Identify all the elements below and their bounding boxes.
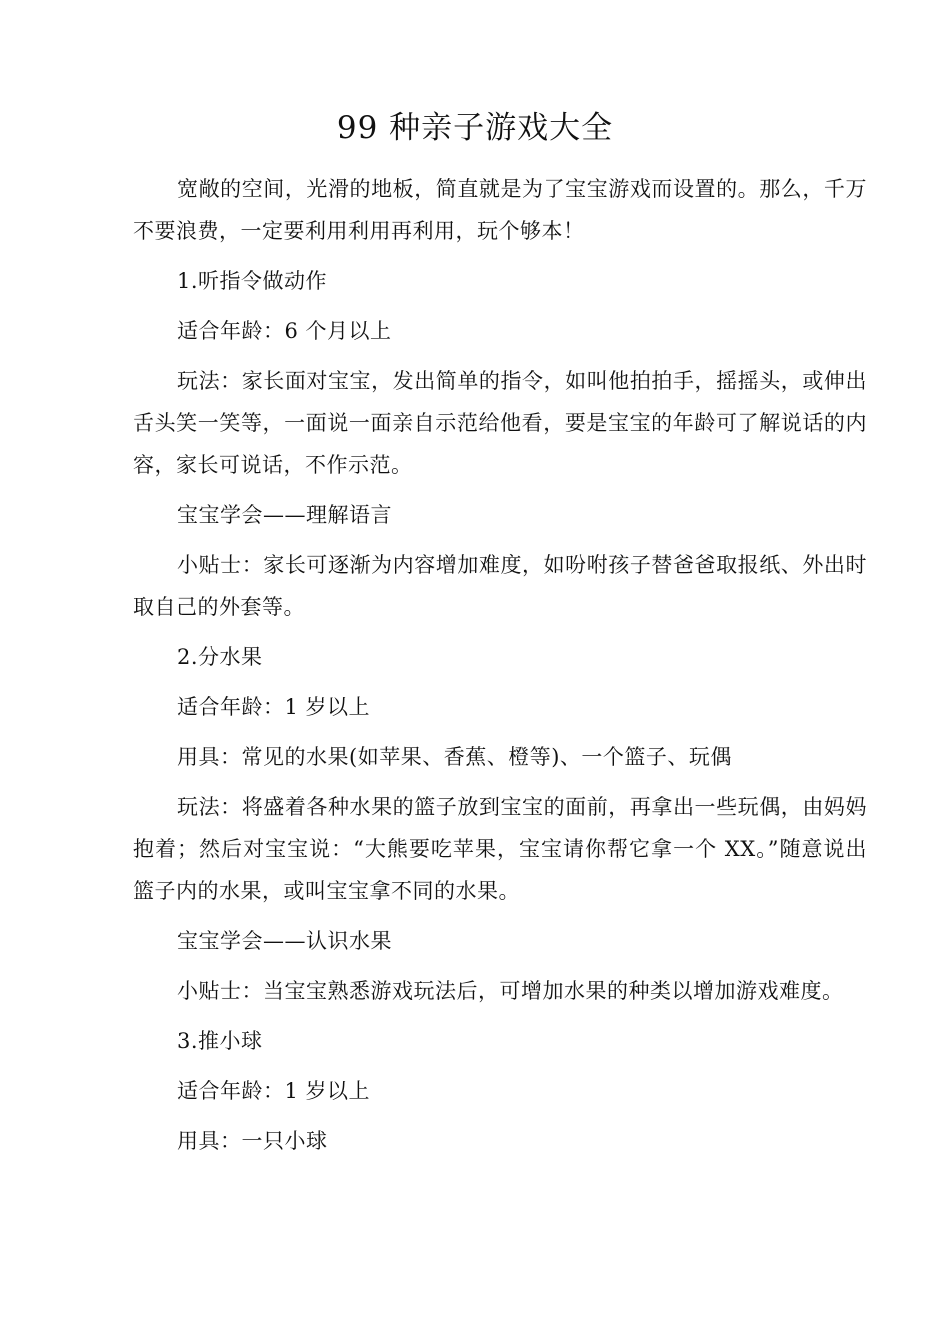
game-2-heading: 2.分水果 xyxy=(177,645,263,669)
game-1-heading: 1.听指令做动作 xyxy=(177,269,328,293)
game-1-age: 适合年龄：6 个月以上 xyxy=(177,319,392,343)
game-2-play: 玩法：将盛着各种水果的篮子放到宝宝的面前，再拿出一些玩偶，由妈妈抱着；然后对宝宝说：“大熊要吃苹果，宝宝请你帮它拿一个 XX。”随意说出篮子内的水果，或叫宝宝拿不同的水果。 xyxy=(133,795,867,903)
intro-paragraph: 宽敞的空间，光滑的地板，简直就是为了宝宝游戏而设置的。那么，千万不要浪费，一定要利用利用再利用，玩个够本！ xyxy=(133,177,867,243)
game-2-learn: 宝宝学会——认识水果 xyxy=(177,929,392,953)
game-3-tools: 用具：一只小球 xyxy=(177,1129,328,1153)
document-title: 99 种亲子游戏大全 xyxy=(336,110,614,146)
game-3-age: 适合年龄：1 岁以上 xyxy=(177,1079,371,1103)
game-3-heading: 3.推小球 xyxy=(177,1029,263,1053)
game-2-tip: 小贴士：当宝宝熟悉游戏玩法后，可增加水果的种类以增加游戏难度。 xyxy=(177,979,844,1003)
game-2-age: 适合年龄：1 岁以上 xyxy=(177,695,371,719)
game-1-play: 玩法：家长面对宝宝，发出简单的指令，如叫他拍拍手，摇摇头，或伸出舌头笑一笑等，一面说一面亲自示范给他看，要是宝宝的年龄可了解说话的内容，家长可说话，不作示范。 xyxy=(133,369,867,477)
document-body xyxy=(133,168,867,1170)
game-1-learn: 宝宝学会——理解语言 xyxy=(177,503,392,527)
game-1-tip: 小贴士：家长可逐渐为内容增加难度，如吩咐孩子替爸爸取报纸、外出时取自己的外套等。 xyxy=(133,553,867,619)
game-2-tools: 用具：常见的水果(如苹果、香蕉、橙等)、一个篮子、玩偶 xyxy=(177,745,732,769)
